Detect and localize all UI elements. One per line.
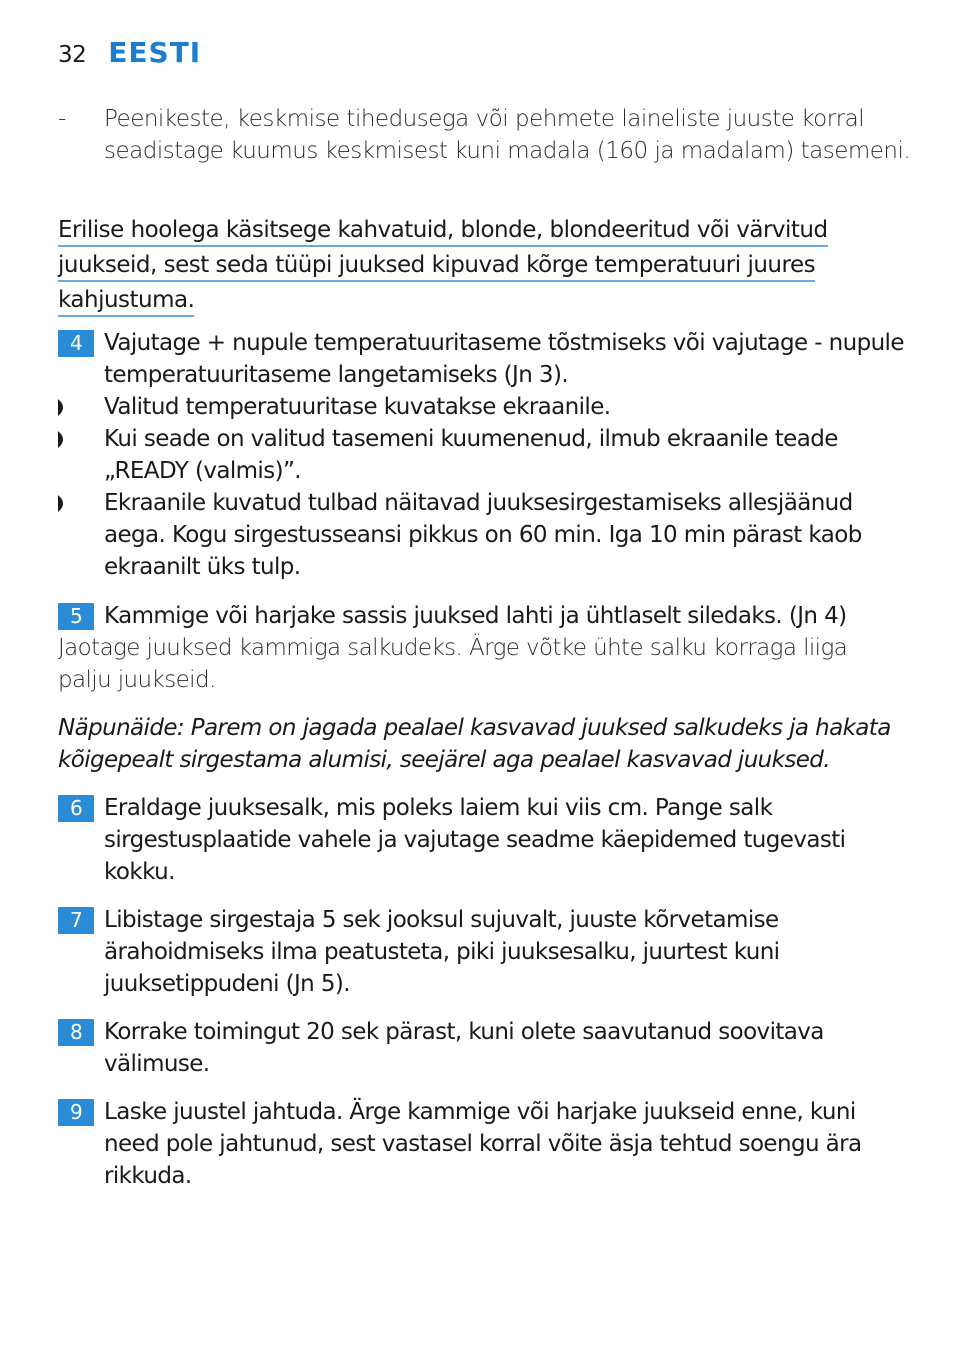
warning-line: kahjustuma.	[58, 285, 194, 317]
warning-line: juukseid, sest seda tüüpi juuksed kipuvad kõrge temperatuuri juures	[58, 250, 815, 282]
step-number-badge: 9	[58, 1099, 94, 1126]
page-number: 32	[58, 42, 87, 68]
bullet-text: Valitud temperatuuritase kuvatakse ekraanile.	[104, 394, 611, 420]
dash-list-item	[58, 103, 918, 167]
bullet-item	[58, 391, 908, 423]
step-number-badge: 7	[58, 907, 94, 934]
step-4	[58, 327, 908, 391]
bullet-text: Kui seade on valitud tasemeni kuumenenud, ilmub ekraanile teade „READY (valmis)”.	[104, 426, 838, 484]
step-7	[58, 904, 908, 1000]
tip-paragraph: Näpunäide: Parem on jagada pealael kasvavad juuksed salkudeks ja hakata kõigepealt sirgestama alumisi, seejärel aga pealael kasvavad juuksed.	[58, 715, 891, 773]
bullet-text: Ekraanile kuvatud tulbad näitavad juuksesirgestamiseks allesjäänud aega. Kogu sirgestusseansi pikkus on 60 min. Iga 10 min pärast kaob ekraanilt üks tulp.	[104, 490, 862, 580]
step-text: Korrake toimingut 20 sek pärast, kuni olete saavutanud soovitava välimuse.	[104, 1019, 824, 1077]
step-text: Eraldage juuksesalk, mis poleks laiem kui viis cm. Pange salk sirgestusplaatide vahele ja vajutage seadme käepidemed tugevasti kokku.	[104, 795, 846, 885]
step-5-note: Jaotage juuksed kammiga salkudeks. Ärge võtke ühte salku korraga liiga palju juukseid.	[58, 635, 848, 693]
bullet-icon	[58, 495, 68, 512]
step-number-badge: 5	[58, 603, 94, 630]
dash-item-text: Peenikeste, keskmise tihedusega või pehmete laineliste juuste korral seadistage kuumus keskmisest kuni madala (160 ja madalam) tasemeni.	[104, 106, 911, 164]
step-9	[58, 1096, 908, 1192]
bullet-item	[58, 423, 908, 487]
dash-marker: -	[58, 106, 67, 132]
step-5	[58, 600, 908, 632]
step-number-badge: 6	[58, 795, 94, 822]
step-text: Libistage sirgestaja 5 sek jooksul sujuvalt, juuste kõrvetamise ärahoidmiseks ilma peatusteta, piki juuksesalku, juurtest kuni juuksetippudeni (Jn 5).	[104, 907, 780, 997]
warning-paragraph	[58, 214, 888, 319]
step-text: Vajutage + nupule temperatuuritaseme tõstmiseks või vajutage - nupule temperatuuritaseme langetamiseks (Jn 3).	[104, 330, 904, 388]
bullet-icon	[58, 431, 68, 448]
step-6	[58, 792, 908, 888]
bullet-item	[58, 487, 908, 583]
step-text: Kammige või harjake sassis juuksed lahti ja ühtlaselt siledaks. (Jn 4)	[104, 603, 847, 629]
step-8	[58, 1016, 908, 1080]
step-number-badge: 8	[58, 1019, 94, 1046]
warning-line: Erilise hoolega käsitsege kahvatuid, blonde, blondeeritud või värvitud	[58, 215, 828, 247]
step-number-badge: 4	[58, 330, 94, 357]
section-title: EESTI	[108, 36, 202, 69]
step-text: Laske juustel jahtuda. Ärge kammige või harjake juukseid enne, kuni need pole jahtunud, sest vastasel korral võite äsja tehtud soengu ära rikkuda.	[104, 1099, 862, 1189]
page-header	[58, 36, 201, 72]
bullet-icon	[58, 399, 68, 416]
